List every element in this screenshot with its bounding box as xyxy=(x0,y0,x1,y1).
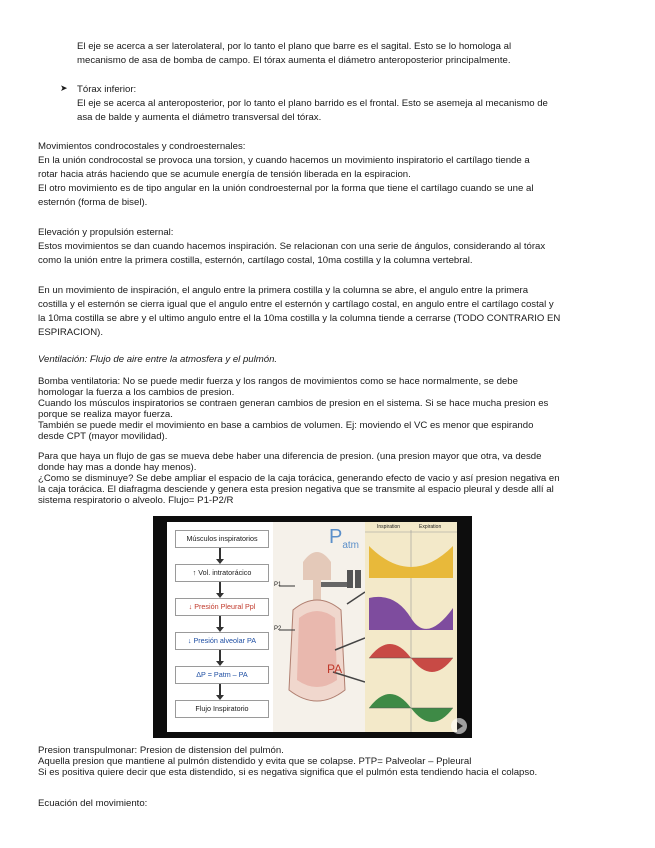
lung-svg xyxy=(273,522,365,732)
text-line: porque se realiza mayor fuerza. xyxy=(38,409,173,420)
text-line: ¿Como se disminuye? Se debe ampliar el espacio de la caja torácica, generando efecto de vacio y así presion negativa en xyxy=(38,473,560,484)
respiratory-mechanics-figure xyxy=(153,516,472,738)
text-line: El eje se acerca al anteroposterior, por lo tanto el plano barrido es el frontal. Esto se asemeja al mecanismo de xyxy=(77,98,548,109)
text-line: Ecuación del movimiento: xyxy=(38,798,148,809)
flow-box: ↑ Vol. intratorácico xyxy=(175,564,269,582)
text-line: En la unión condrocostal se provoca una torsion, y cuando hacemos un movimiento inspiratorio el cartílago tiende a xyxy=(38,155,530,166)
play-icon xyxy=(449,716,469,736)
lung-illustration xyxy=(273,522,365,732)
text-line: En un movimiento de inspiración, el angulo entre la primera costilla y la columna se abre, el angulo entre la primera xyxy=(38,285,529,296)
text-line: Elevación y propulsión esternal: xyxy=(38,227,174,238)
text-line: mecanismo de asa de bomba de campo. El tórax aumenta el diámetro anteroposterior principalmente. xyxy=(77,55,511,66)
text-line: sistema respiratorio o alveolo. Flujo= P1-P2/R xyxy=(38,495,234,506)
pa-label: PA xyxy=(327,662,343,676)
flow-box: Músculos inspiratorios xyxy=(175,530,269,548)
text-line: ESPIRACION). xyxy=(38,327,104,338)
text-line: esternón (forma de bisel). xyxy=(38,197,148,208)
flow-box: ↓ Presión alveolar PA xyxy=(175,632,269,650)
down-arrow-icon xyxy=(219,548,221,560)
text-line: Cuando los músculos inspiratorios se contraen generan cambios de presion en el sistema. Si se hace mucha presion es xyxy=(38,398,549,409)
text-line: costilla y el esternón se cierra igual que el angulo entre el esternón y cartílago costal, en angulo entre el cartílago costal y xyxy=(38,299,554,310)
down-arrow-icon xyxy=(219,582,221,594)
flow-box: Flujo Inspiratorio xyxy=(175,700,269,718)
text-line: Estos movimientos se dan cuando hacemos inspiración. Se relacionan con una serie de ángulos, considerando al tórax xyxy=(38,241,546,252)
text-line: Movimientos condrocostales y condroesternales: xyxy=(38,141,246,152)
p2-label: P2 xyxy=(274,626,282,632)
down-arrow-icon xyxy=(219,684,221,696)
text-line: Si es positiva quiere decir que esta distendido, si es negativa significa que el pulmón esta tendiendo hacia el colapso. xyxy=(38,767,538,778)
text-line: homologar la fuerza a los cambios de presion. xyxy=(38,387,235,398)
pressure-waveforms xyxy=(365,522,457,732)
text-line: rotar hacia atrás haciendo que se acumule energía de tensión liberada en la espiracion. xyxy=(38,169,411,180)
text-line: asa de balde y aumenta el diámetro transversal del tórax. xyxy=(77,112,322,123)
waveforms-svg xyxy=(365,522,457,732)
inspiration-header: Inspiration xyxy=(377,524,401,530)
flow-box: ↓ Presión Pleural Ppl xyxy=(175,598,269,616)
text-line: Presion transpulmonar: Presion de distension del pulmón. xyxy=(38,745,284,756)
p1-label: P1 xyxy=(274,582,282,588)
text-line: Aquella presion que mantiene al pulmón distendido y evita que se colapse. PTP= Palveolar – Ppleural xyxy=(38,756,472,767)
text-line: donde hay mas a donde hay menos). xyxy=(38,462,197,473)
text-line: como la unión entre la primera costilla, esternón, cartílago costal, 10ma costilla y la columna vertebral. xyxy=(38,255,473,266)
flow-diagram xyxy=(167,522,273,732)
expiration-header: Expiration xyxy=(419,524,442,530)
text-line: El otro movimiento es de tipo angular en la unión condroesternal por la forma que tiene el cartílago cuando se une al xyxy=(38,183,534,194)
patm-label: $P_{atm}$ xyxy=(329,526,360,551)
text-line: la 10ma costilla se abre y el ultimo angulo entre el la 10ma costilla y la columna tiende a cerrarse (TODO CONTRARIO EN xyxy=(38,313,561,324)
down-arrow-icon xyxy=(219,616,221,628)
text-line: desde CPT (mayor movilidad). xyxy=(38,431,168,442)
text-line: También se puede medir el movimiento en base a cambios de volumen. Ej: moviendo el VC es menor que espirando xyxy=(38,420,534,431)
down-arrow-icon xyxy=(219,650,221,662)
text-line: Tórax inferior: xyxy=(77,84,137,95)
flow-box: ΔP = Patm – PA xyxy=(175,666,269,684)
text-line: Bomba ventilatoria: No se puede medir fuerza y los rangos de movimientos como se hace normalmente, se debe xyxy=(38,376,518,387)
bullet-arrow-icon: ➤ xyxy=(60,83,68,93)
text-line: Para que haya un flujo de gas se mueva debe haber una diferencia de presion. (una presion mayor que otra, va desde xyxy=(38,451,542,462)
text-line: Ventilación: Flujo de aire entre la atmosfera y el pulmón. xyxy=(38,354,278,365)
text-line: la caja torácica. El diafragma desciende y genera esta presion negativa que se transmite al espacio pleural y desde allí al xyxy=(38,484,554,495)
text-line: El eje se acerca a ser laterolateral, por lo tanto el plano que barre es el sagital. Esto se lo homologa al xyxy=(77,41,512,52)
